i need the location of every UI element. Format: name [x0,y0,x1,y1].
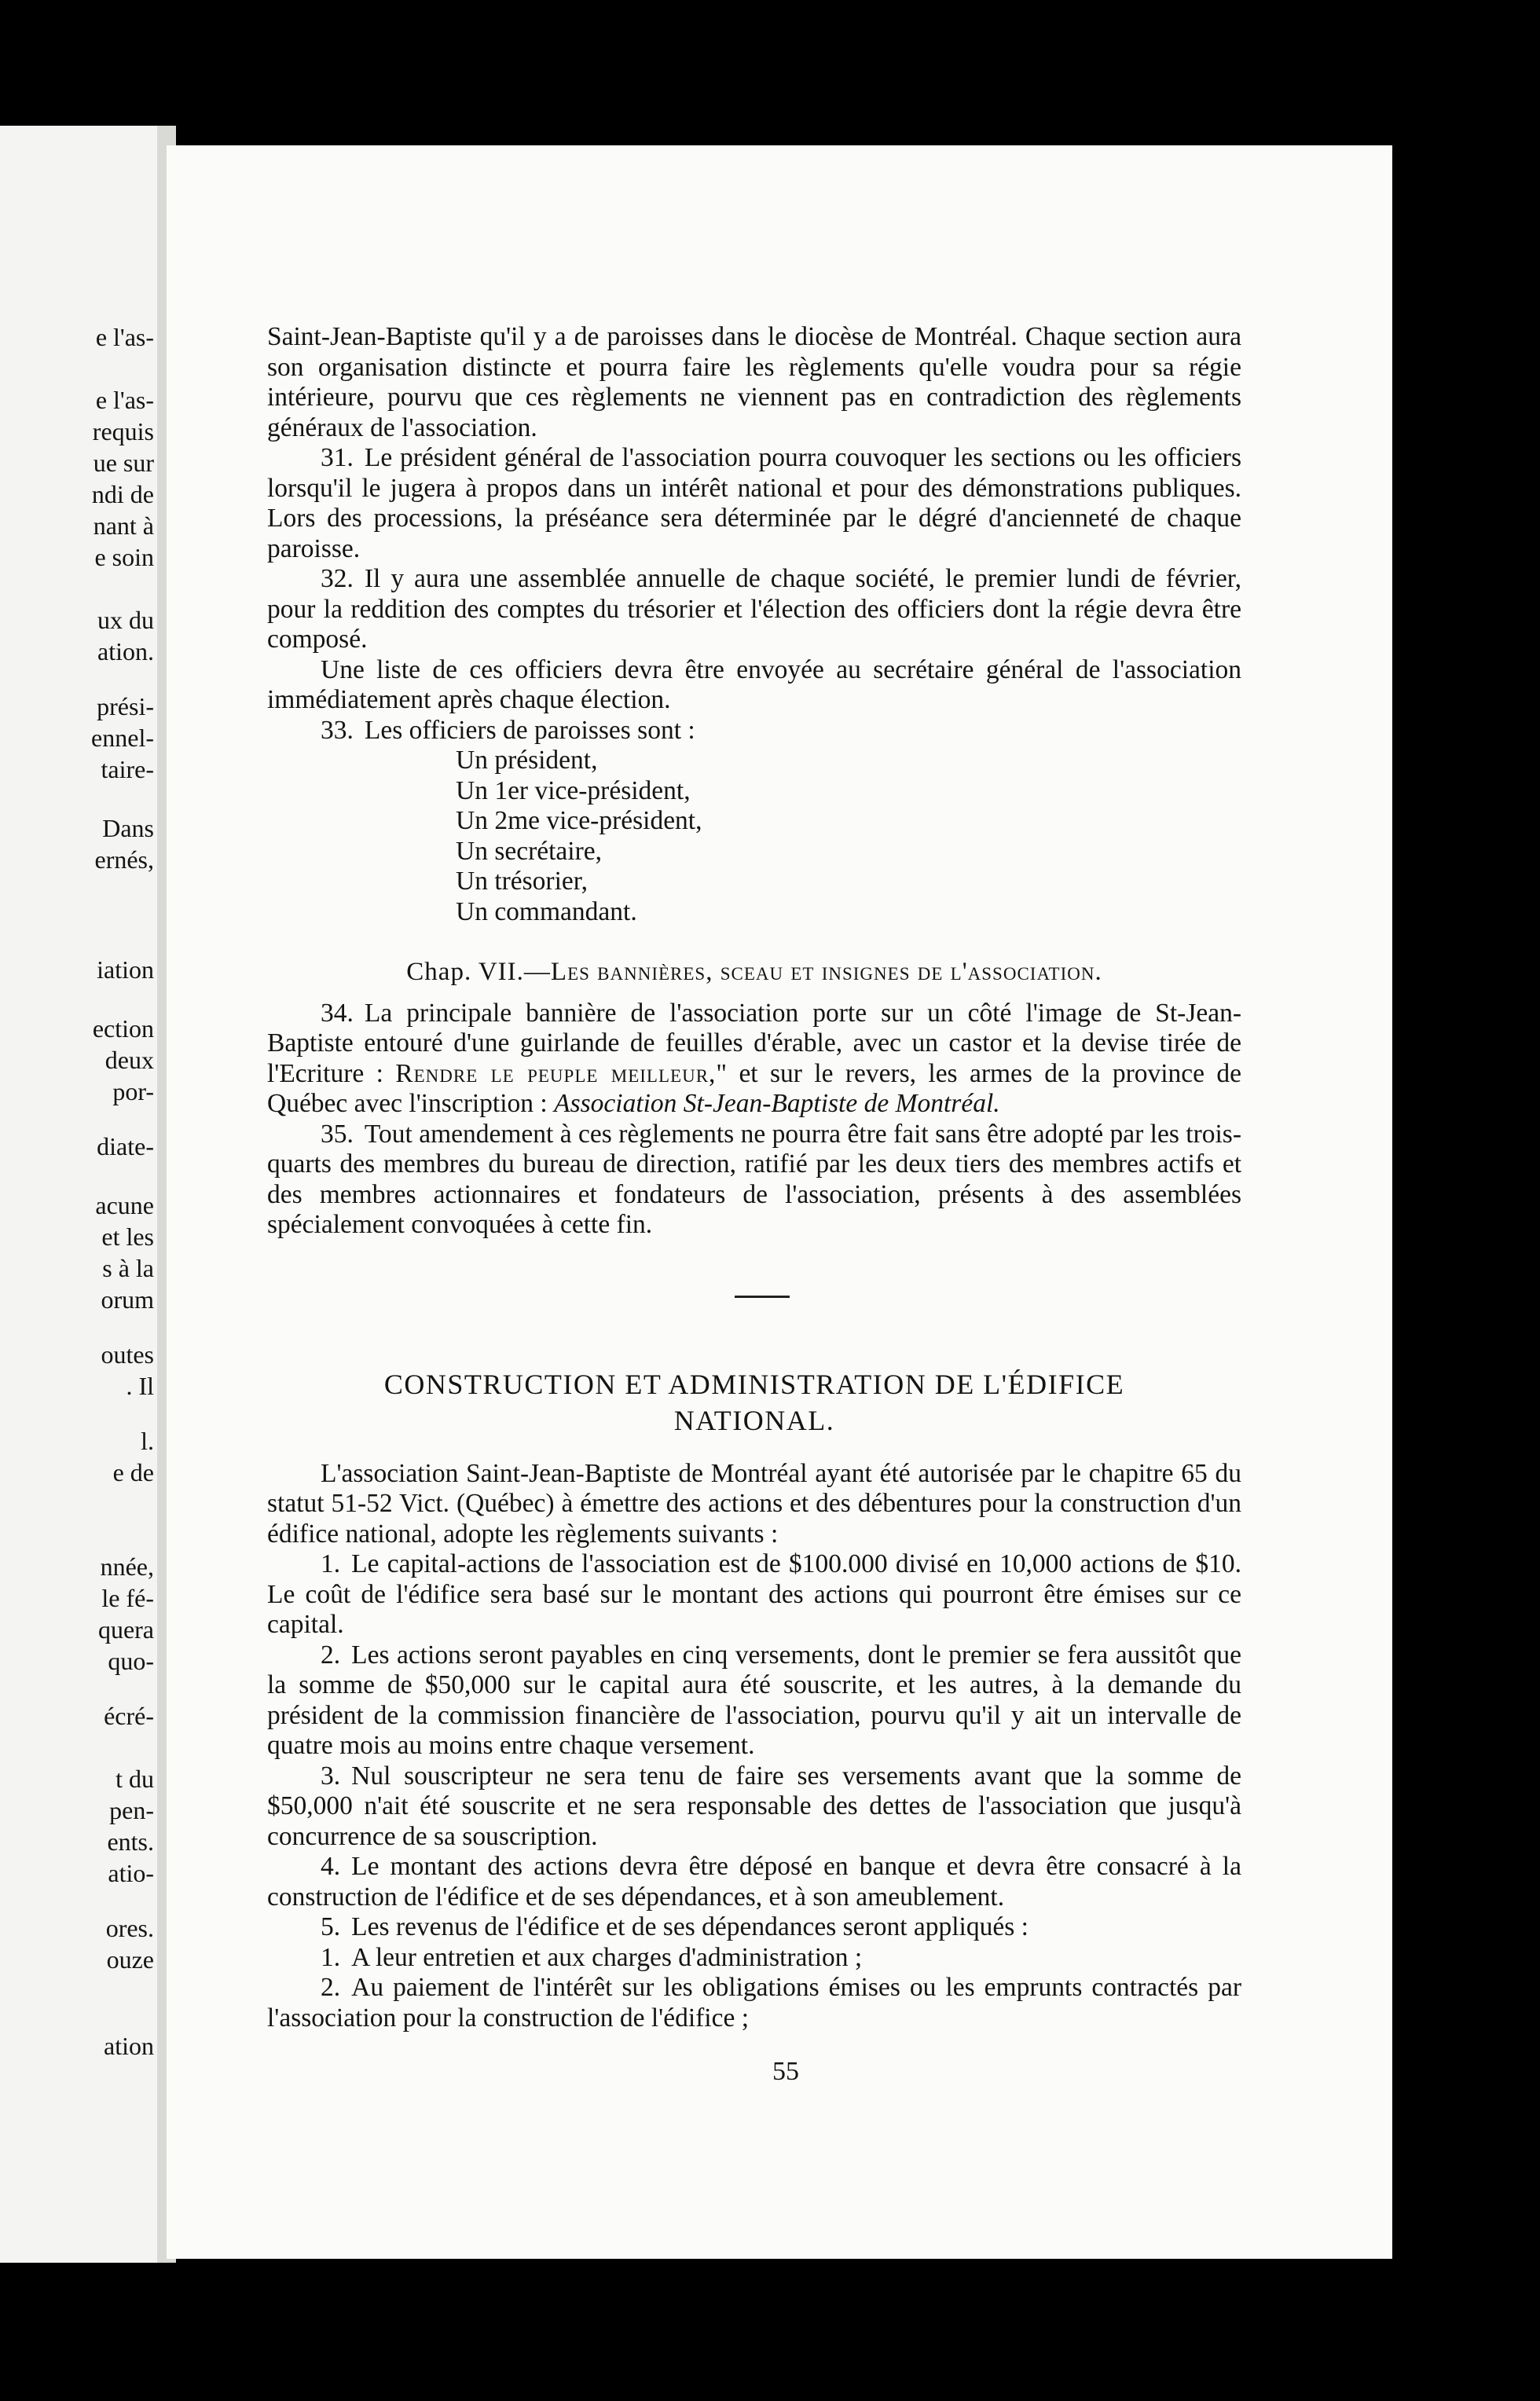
officer-item: Un président, [456,746,598,775]
left-page-fragment: Dans [102,814,154,842]
left-page-fragment: s à la [102,1254,154,1282]
article-number: 33. [321,715,354,745]
rule-3 [267,1761,1241,1853]
rule-1 [267,1549,1241,1640]
left-page-fragment: requis [92,417,154,445]
left-page-fragment: ection [92,1014,154,1043]
left-page-fragment: orum [101,1285,154,1314]
officers-list [267,746,1241,927]
paragraph-intro: Saint-Jean-Baptiste qu'il y a de paroisses dans le diocèse de Montréal. Chaque section aura son organisation distincte et pourra faire les règlements qu'elle voudra pour sa régie intérieure, pourvu que ces règlements ne viennent pas en contradiction des règlements généraux de l'association. [267,322,1241,442]
rule-2 [267,1640,1241,1761]
rule-number: 1. [321,1942,341,1972]
article-32-continued: Une liste de ces officiers devra être envoyée au secrétaire général de l'association immédiatement après chaque élection. [267,654,1241,714]
article-number: 34. [321,998,354,1028]
rule-5-item-2 [267,1973,1241,2033]
left-page-fragment: ndi de [91,480,154,508]
left-page-fragment: ores. [105,1914,154,1942]
rule-4 [267,1852,1241,1912]
rule-number: 2. [321,1640,341,1670]
article-33 [267,716,1241,746]
left-page-fragment: ux du [97,606,154,634]
article-text: " et sur le revers, les armes de la province de Québec avec l'inscription : [267,1058,1241,1118]
officer-item: Un trésorier, [456,867,588,896]
article-text: Tout amendement à ces règlements ne pourra être fait sans être adopté par les trois-quarts des membres du bureau de direction, ratifié par les deux tiers des membres actifs et des membres actionnaires et fondateurs de l'association, présents à des assemblées spécialement convoquées à cette fin. [267,1119,1241,1239]
chapter-label: Chap. VII.— [406,958,551,986]
rule-text: Le montant des actions devra être déposé en banque et devra être consacré à la construction de l'édifice et de ses dépendances, et à son ameublement. [267,1852,1241,1912]
article-32 [267,564,1241,655]
left-page-fragment: quo- [108,1647,154,1675]
left-page-fragment: et les [101,1222,154,1251]
article-34 [267,999,1241,1120]
rule-number: 5. [321,1912,341,1941]
article-35 [267,1120,1241,1241]
left-page-fragment: deux [104,1046,154,1074]
left-page-fragment: iation [97,955,154,984]
inscription: Association St-Jean-Baptiste de Montréal. [554,1089,1000,1118]
rule-number: 1. [321,1549,341,1578]
left-page-fragment: diate- [97,1132,154,1160]
motto: Rendre le peuple meilleur, [395,1058,717,1088]
left-page-fragment: outes [101,1340,154,1369]
left-page-fragment: pen- [109,1796,154,1824]
article-number: 35. [321,1119,354,1149]
rule-number: 4. [321,1852,341,1881]
rule-text: A leur entretien et aux charges d'administration ; [351,1942,863,1972]
officer-item: Un commandant. [456,896,637,926]
officer-item: Un 1er vice-président, [456,775,691,805]
left-page-fragment: ouze [106,1945,154,1974]
section-title: CONSTRUCTION ET ADMINISTRATION DE L'ÉDIFICE NATIONAL. [383,1368,1125,1436]
left-page-fragment: ation. [97,637,154,665]
page-body [267,322,1241,2033]
article-text: Il y aura une assemblée annuelle de chaque société, le premier lundi de février, pour la reddition des comptes du trésorier et l'élection des officiers dont la régie devra être composé. [267,564,1241,654]
rule-5-item-1 [267,1943,1241,1974]
left-page-fragment: l. [141,1427,154,1455]
article-number: 32. [321,564,354,593]
left-page-fragment: nant à [93,511,154,540]
article-number: 31. [321,443,354,472]
left-page-fragment: ernés, [94,845,154,874]
left-page-fragment: quera [97,1615,154,1644]
left-page-fragment: taire- [101,755,154,783]
section-divider [267,1241,1241,1343]
left-page-fragment: . Il [126,1372,154,1400]
chapter-title: Les bannières, sceau et insignes de l'association. [550,958,1102,986]
officer-item: Un 2me vice-président, [456,806,702,835]
article-31 [267,443,1241,564]
left-page-fragment: e l'as- [95,323,154,351]
officer-item: Un secrétaire, [456,836,603,866]
left-page-fragment: ents. [107,1827,154,1856]
article-text: Le président général de l'association pourra couvoquer les sections ou les officiers lorsqu'il le jugera à propos dans un intérêt national et pour des démonstrations publiques. Lors des processions, la préséance sera déterminée par le dégré d'ancienneté de chaque paroisse. [267,443,1241,563]
left-page-fragment: t du [116,1765,154,1793]
left-page-fragment: acune [95,1191,154,1219]
chapter-heading [267,957,1241,988]
left-page-fragment: le fé- [101,1584,154,1612]
left-page-fragment: prési- [97,692,154,720]
left-page-fragment: ue sur [93,449,154,477]
rule-text: Les actions seront payables en cinq versements, dont le premier se fera aussitôt que la somme de $50,000 sur le capital aura été souscrite, et les autres, à la demande du président de la commission financière de l'association, pourvu qu'il y ait un intervalle de quatre mois au moins entre chaque versement. [267,1640,1241,1760]
rule-number: 3. [321,1761,341,1791]
left-page-fragment: ation [104,2032,154,2060]
section-intro: L'association Saint-Jean-Baptiste de Montréal ayant été autorisée par le chapitre 65 du statut 51-52 Vict. (Québec) à émettre des actions et des débentures pour la construction d'un édifice national, adopte les règlements suivants : [267,1458,1241,1549]
article-text: La principale bannière de l'association porte sur un côté l'image de St-Jean-Baptiste entouré d'une guirlande de feuilles d'érable, avec un castor et la devise tirée de l'Ecriture : [267,998,1241,1088]
left-page-fragment: e l'as- [95,386,154,414]
left-page-fragment: ennel- [91,724,154,752]
left-page-fragment: por- [112,1077,154,1105]
left-page-fragment: atio- [108,1859,154,1887]
rule-number: 2. [321,1973,341,2002]
left-facing-page [0,126,167,2263]
left-page-fragment: écré- [104,1702,154,1730]
rule-text: Nul souscripteur ne sera tenu de faire ses versements avant que la somme de $50,000 n'ait été souscrite et ne sera responsable des dettes de l'association que jusqu'à concurrence de sa souscription. [267,1761,1241,1851]
left-page-fragment: e de [112,1458,154,1486]
rule-5 [267,1912,1241,1943]
article-text: Les officiers de paroisses sont : [364,715,695,745]
rule-text: Les revenus de l'édifice et de ses dépendances seront appliqués : [351,1912,1028,1941]
page-number: 55 [772,2057,799,2086]
divider-rule [735,1296,790,1298]
rule-text: Le capital-actions de l'association est de $100.000 divisé en 10,000 actions de $10. Le coût de l'édifice sera basé sur le montant des actions qui pourront être émises sur ce capital. [267,1549,1241,1639]
rule-text: Au paiement de l'intérêt sur les obligations émises ou les emprunts contractés par l'association pour la construction de l'édifice ; [267,1973,1241,2033]
left-page-fragment: nnée, [100,1552,154,1581]
left-page-fragment: e soin [94,543,154,571]
